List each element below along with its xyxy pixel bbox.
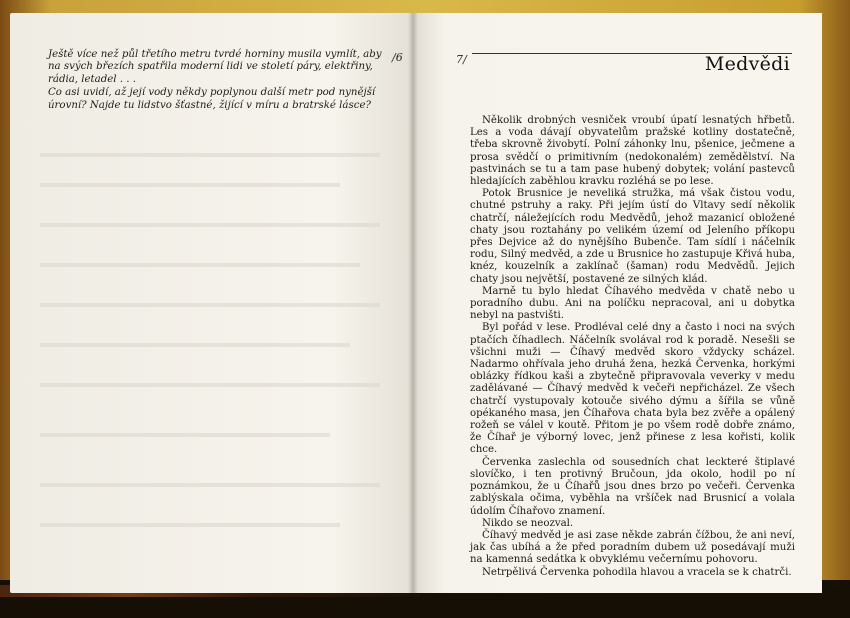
paragraph: Netrpělivá Červenka pohodila hlavou a vracela se k chatrči. [482,566,792,578]
chapter-body [470,115,795,579]
bleed-through-line [40,343,350,347]
bleed-through-line [40,223,380,227]
bleed-through-line [40,523,340,527]
book-gutter [408,13,418,593]
right-page-number: 7/ [456,53,467,66]
bleed-through-line [40,183,340,187]
chapter-title: Medvědi [704,53,790,75]
bleed-through-line [40,303,380,307]
paragraph: Nikdo se neozval. [482,517,574,529]
left-page [10,13,412,593]
open-book [10,13,822,593]
bleed-through-line [40,483,380,487]
paragraph: Několik drobných vesniček vroubí úpatí lesnatých hřbetů. Les a voda dávají obyvatelům pražské kotliny dostatečně, třeba skrovně živobytí. Polní záhonky lnu, pšenice, ječmene a prosa svědčí o primitivním (nedokonalém) zemědělství. Na pastvinách se tu a tam pase hubený dobytek; volání pastevců hledajících zaběhlou kravku rozléhá se po lese. [470,115,795,188]
right-page [412,13,822,593]
paragraph: Potok Brusnice je neveliká stružka, má však čistou vodu, chutné pstruhy a raky. Při jejím ústí do Vltavy sedí několik chatrčí, náležejících rodu Medvědů, jehož mazanicí obložené chaty jsou roztahány po velikém území od Jeleního příkopu přes Dejvice až do nynějšího Bubenče. Tam sídlí i náčelník rodu, Silný medvěd, a zde u Brusnice ho zastupuje Křivá huba, knéz, kouzelník a zaklínač (šaman) rodu Medvědů. Jejich chaty jsou největší, postavené ze silných klád. [470,188,795,285]
left-paragraph-2: Co asi uvidí, až její vody někdy poplynou další metr pod nynější úrovní? Najde tu lidstvo šťastné, žijící v míru a bratrské lásce? [48,87,376,111]
left-page-number: /6 [392,51,403,64]
bleed-through-line [40,383,380,387]
paragraph: Marně tu bylo hledat Číhavého medvěda v chatě nebo u poradního dubu. Ani na políčku nepracoval, ani u dobytka nebyl na pastvišti. [470,285,795,322]
paragraph: Číhavý medvěd je asi zase někde zabrán čížbou, že ani neví, jak čas ubíhá a že před poradním dubem už posedávají muži na kamenná sedátka k obvyklému večernímu pohovoru. [470,529,795,566]
bleed-through-line [40,263,360,267]
bleed-through-line [40,433,330,437]
left-page-text [48,49,383,113]
paragraph: Červenka zaslechla od sousedních chat leckteré štiplavé slovíčko, i ten protivný Bručoun, jda okolo, hodil po ní poznámkou, že u Číhařů jsou dnes brzo po večeři. Červenka zablýskala očima, vyběhla na vršíček nad Brusnicí a volala údolím Číhařovo znamení. [470,456,795,517]
left-paragraph-1: Ještě více než půl třetího metru tvrdé horniny musila vymlít, aby na svých březích spatřila moderní lidi ve století páry, elektřiny, rádia, letadel . . . [48,49,382,85]
bleed-through-line [40,153,380,157]
paragraph: Byl pořád v lese. Prodléval celé dny a často i noci na svých ptačích číhadlech. Náčelník svolával rod k poradě. Nesešli se všichni muži — Číhavý medvěd skoro vždycky scházel. Nadarmo ohřívala jeho druhá žena, hezká Červenka, horkými oblázky řídkou kaši a zbytečně připravovala veverky v medu zadělávané — Číhavý medvěd k večeři nepřicházel. Ze všech chatrčí vystupovaly kotouče sivého dýmu a šířila se vůně opékaného masa, jen Číhařova chata byla bez zvěře a opálený rožeň se válel v koutě. Přitom je po všem rodě dobře známo, že Číhař je výborný lovec, jenž přinese z lesa kořisti, kolik chce. [470,322,795,456]
